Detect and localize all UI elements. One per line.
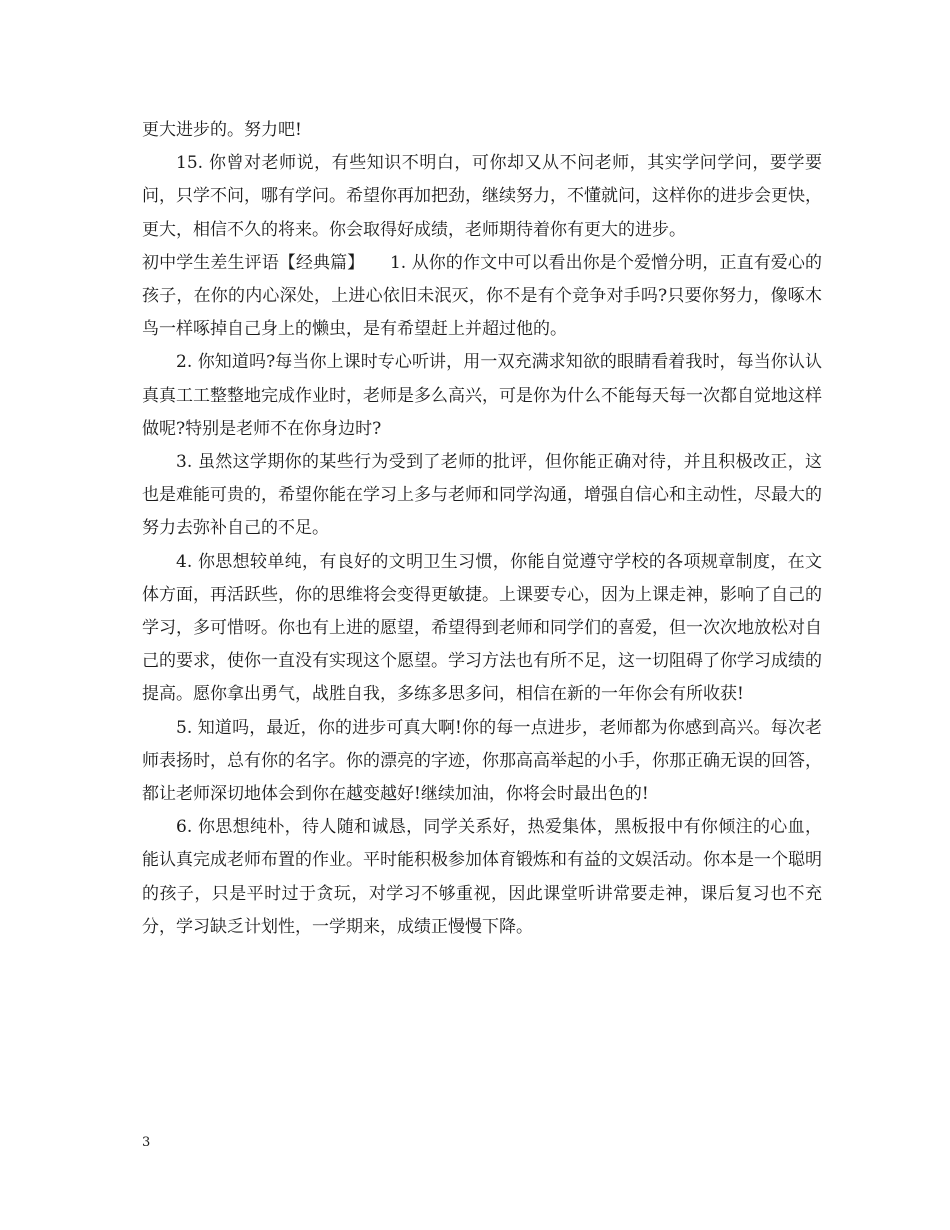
page-number: 3: [142, 1135, 151, 1150]
paragraph-comment-15: 15. 你曾对老师说，有些知识不明白，可你却又从不问老师，其实学问学问，要学要问，只学不问，哪有学问。希望你再加把劲，继续努力，不懂就问，这样你的进步会更快，更大，相信不久的将来。你会取得好成绩，老师期待着你有更大的进步。: [142, 153, 822, 240]
paragraph-comment-5: 5. 知道吗，最近，你的进步可真大啊!你的每一点进步，老师都为你感到高兴。每次老师表扬时，总有你的名字。你的漂亮的字迹，你那高高举起的小手，你那正确无误的回答，都让老师深切地体会到你在越变越好!继续加油，你将会时最出色的!: [142, 717, 822, 805]
paragraph-continuation: 更大进步的。努力吧!: [142, 120, 302, 140]
document-body: [142, 114, 822, 944]
paragraph-comment-2: 2. 你知道吗?每当你上课时专心听讲，用一双充满求知欲的眼睛看着我时，每当你认认真真工工整整地完成作业时，老师是多么高兴，可是你为什么不能每天每一次都自觉地这样做呢?特别是老师不在你身边时?: [142, 352, 822, 439]
paragraph-comment-4: 4. 你思想较单纯，有良好的文明卫生习惯，你能自觉遵守学校的各项规章制度，在文体方面，再活跃些，你的思维将会变得更敏捷。上课要专心，因为上课走神，影响了自己的学习，多可惜呀。你也有上进的愿望，希望得到老师和同学们的喜爱，但一次次地放松对自己的要求，使你一直没有实现这个愿望。学习方法也有所不足，这一切阻碍了你学习成绩的提高。愿你拿出勇气，战胜自我，多练多思多问，相信在新的一年你会有所收获!: [142, 551, 822, 705]
paragraph-comment-6: 6. 你思想纯朴，待人随和诚恳，同学关系好，热爱集体，黑板报中有你倾注的心血，能认真完成老师布置的作业。平时能积极参加体育锻炼和有益的文娱活动。你本是一个聪明的孩子，只是平时过于贪玩，对学习不够重视，因此课堂听讲常要走神，课后复习也不充分，学习缺乏计划性，一学期来，成绩正慢慢下降。: [142, 817, 822, 937]
paragraph-section-heading-comment-1: 初中学生差生评语【经典篇】 1. 从你的作文中可以看出你是个爱憎分明，正直有爱心的孩子，在你的内心深处，上进心依旧未泯灭，你不是有个竞争对手吗?只要你努力，像啄木鸟一样啄掉自己身上的懒虫，是有希望赶上并超过他的。: [142, 252, 822, 340]
paragraph-comment-3: 3. 虽然这学期你的某些行为受到了老师的批评，但你能正确对待，并且积极改正，这也是难能可贵的，希望你能在学习上多与老师和同学沟通，增强自信心和主动性，尽最大的努力去弥补自己的不足。: [142, 452, 822, 539]
